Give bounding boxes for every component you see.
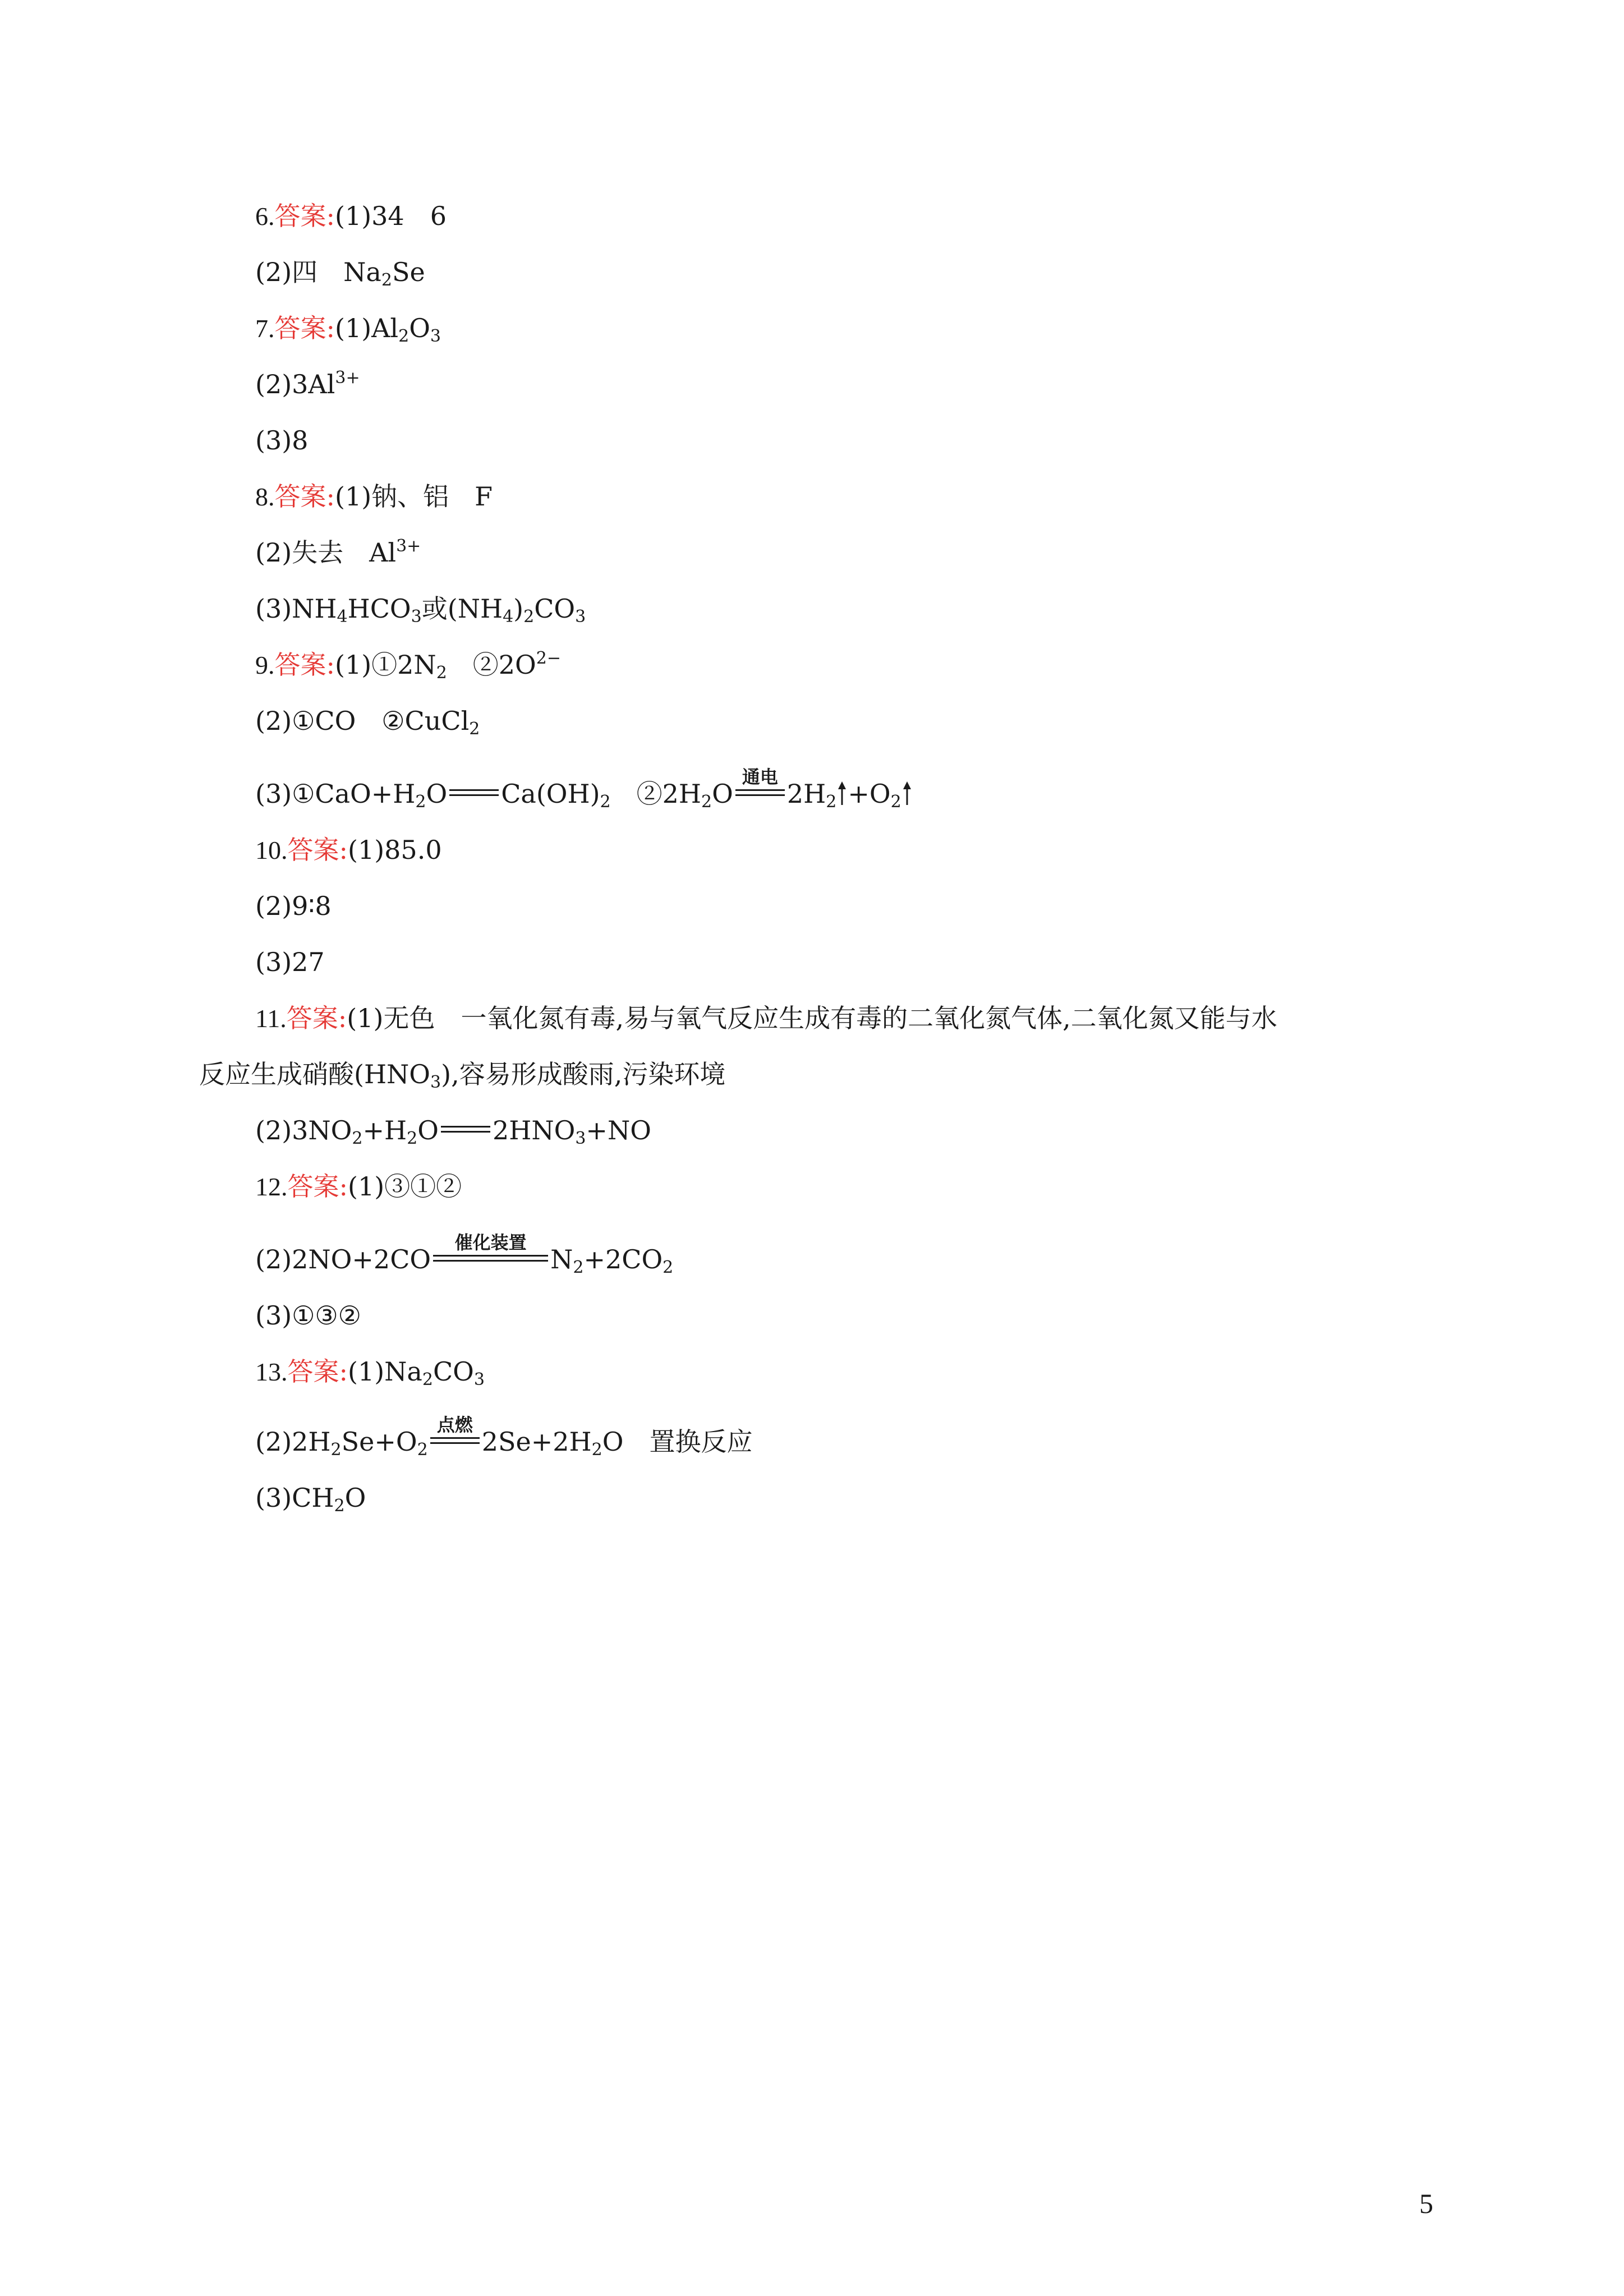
answer-text: 2Se+2H (481, 1427, 592, 1457)
equals-sign (449, 788, 499, 799)
q6-line-1 (255, 199, 447, 233)
answer-label: 答案: (274, 313, 335, 343)
answer-text: ②2H (610, 779, 702, 809)
q9-line-1 (255, 648, 561, 682)
q7-line-2 (255, 367, 360, 401)
subscript: 2 (330, 1440, 342, 1460)
subscript: 2 (701, 792, 712, 812)
subscript: 2 (407, 1129, 418, 1148)
subscript: 2 (334, 1496, 345, 1516)
answer-text: (2)四 Na (255, 257, 381, 287)
answer-text: (1)无色 一氧化氮有毒,易与氧气反应生成有毒的二氧化氮气体,二氧化氮又能与水 (347, 1003, 1277, 1033)
reaction-condition-equals (735, 766, 785, 799)
subscript: 3 (575, 1129, 586, 1148)
answer-text: 2HNO (492, 1115, 576, 1145)
answer-text: Se+O (341, 1427, 417, 1457)
answer-text: HCO (347, 593, 411, 624)
subscript: 4 (503, 607, 514, 627)
subscript: 2 (591, 1440, 602, 1460)
answer-text: (1)③①② (348, 1171, 462, 1202)
up-arrow-icon (901, 781, 913, 806)
answer-text: (3)8 (255, 425, 309, 455)
answer-text: O 置换反应 (602, 1427, 753, 1457)
q7-line-3 (255, 424, 308, 457)
q13-line-2 (255, 1414, 753, 1460)
answer-text: O (426, 779, 448, 809)
subscript: 4 (337, 607, 348, 627)
q10-line-1 (255, 833, 442, 867)
up-arrow-icon (836, 781, 848, 806)
answer-text: +NO (586, 1115, 651, 1145)
answer-text: (1)85.0 (348, 835, 442, 865)
subscript: 2 (436, 663, 447, 683)
answer-text: Se (392, 257, 425, 287)
answer-text: (2)失去 Al (255, 537, 397, 568)
subscript: 2 (663, 1258, 674, 1277)
answer-text: (2)2NO+2CO (255, 1244, 431, 1274)
reaction-condition: 点燃 (436, 1414, 473, 1435)
subscript: 2 (415, 792, 426, 812)
q13-line-1 (255, 1355, 485, 1389)
answer-text: (2)3Al (255, 369, 335, 399)
subscript: 2 (600, 792, 611, 812)
answer-text: (2)2H (255, 1427, 331, 1457)
q11-line-1-cont (199, 1057, 725, 1091)
reaction-condition-equals (433, 1232, 548, 1265)
answer-text: (1)34 6 (335, 201, 447, 231)
equals-sign (441, 1125, 490, 1136)
answer-text: (1)Al (335, 313, 399, 343)
answer-text: 或(NH (421, 593, 503, 624)
answer-text: (3)27 (255, 947, 325, 977)
subscript: 2 (352, 1129, 363, 1148)
answer-text: O (344, 1483, 366, 1513)
answer-text: (2)9∶8 (255, 891, 332, 921)
subscript: 3 (411, 607, 422, 627)
subscript: 2 (398, 326, 410, 346)
subscript: 3 (473, 1370, 485, 1389)
answer-text: ),容易形成酸雨,污染环境 (441, 1059, 726, 1089)
answer-text: (2)3NO (255, 1115, 352, 1145)
answer-label: 答案: (274, 650, 335, 680)
superscript: 3+ (335, 368, 360, 388)
q10-line-3 (255, 945, 325, 979)
q8-line-3 (255, 592, 586, 625)
reaction-condition: 催化装置 (454, 1232, 527, 1253)
superscript: 3+ (396, 536, 421, 556)
q10-line-2 (255, 889, 332, 923)
answer-text: O (712, 779, 733, 809)
answer-label: 答案: (287, 1356, 348, 1387)
answer-text: CO (534, 593, 576, 624)
answer-label: 答案: (286, 1003, 347, 1033)
answer-text: +O (848, 779, 891, 809)
subscript: 2 (381, 270, 392, 290)
subscript: 2 (890, 792, 901, 812)
q9-line-3 (255, 766, 913, 812)
subscript: 3 (430, 1073, 441, 1092)
answer-text: 反应生成硝酸(HNO (199, 1059, 431, 1089)
answer-text: O (409, 313, 430, 343)
page-number: 5 (1419, 2188, 1433, 2219)
subscript: 2 (826, 792, 837, 812)
answer-label: 答案: (274, 481, 335, 512)
q7-line-1 (255, 311, 441, 346)
question-number: 13. (255, 1358, 288, 1386)
question-number: 7. (255, 314, 275, 343)
subscript: 2 (417, 1440, 428, 1460)
answer-label: 答案: (274, 201, 335, 231)
answer-text: (1)钠、铝 F (335, 481, 493, 512)
question-number: 12. (255, 1172, 288, 1201)
question-number: 8. (255, 482, 275, 511)
answer-label: 答案: (287, 1171, 348, 1202)
subscript: 3 (575, 607, 586, 627)
answer-text: (1)Na (348, 1356, 422, 1387)
subscript: 2 (469, 719, 480, 739)
reaction-condition: 通电 (742, 766, 778, 788)
superscript: 2− (536, 648, 561, 668)
q9-line-2 (255, 704, 480, 738)
answer-text: Ca(OH) (501, 779, 600, 809)
q8-line-2 (255, 536, 421, 569)
q11-line-2 (255, 1114, 651, 1147)
answer-text: +H (362, 1115, 407, 1145)
q11-line-1 (255, 1001, 1277, 1036)
answer-text: ) (513, 593, 524, 624)
subscript: 2 (523, 607, 535, 627)
subscript: 3 (430, 326, 441, 346)
answer-text: (2)①CO ②CuCl (255, 706, 470, 736)
answer-text: 2H (786, 779, 826, 809)
question-number: 10. (255, 836, 288, 864)
answer-text: CO (433, 1356, 474, 1387)
q8-line-1 (255, 480, 493, 514)
subscript: 2 (573, 1258, 584, 1277)
answer-text: N (550, 1244, 573, 1274)
answer-text: (3)①③② (255, 1300, 361, 1331)
answer-text: (3)NH (255, 593, 337, 624)
q6-line-2 (255, 255, 425, 289)
answer-text: ②2O (447, 650, 536, 680)
question-number: 6. (255, 202, 275, 231)
reaction-condition-equals (430, 1414, 480, 1447)
q12-line-2 (255, 1232, 674, 1277)
answer-text: O (417, 1115, 439, 1145)
subscript: 2 (422, 1370, 433, 1389)
answer-text: (3)①CaO+H (255, 779, 416, 809)
answer-text: (3)CH (255, 1483, 334, 1513)
answer-label: 答案: (287, 835, 348, 865)
question-number: 11. (255, 1004, 287, 1033)
q12-line-3 (255, 1299, 361, 1332)
answer-text: (1)①2N (335, 650, 436, 680)
q12-line-1 (255, 1170, 462, 1204)
q13-line-3 (255, 1481, 366, 1515)
answer-text: +2CO (583, 1244, 663, 1274)
question-number: 9. (255, 651, 275, 679)
